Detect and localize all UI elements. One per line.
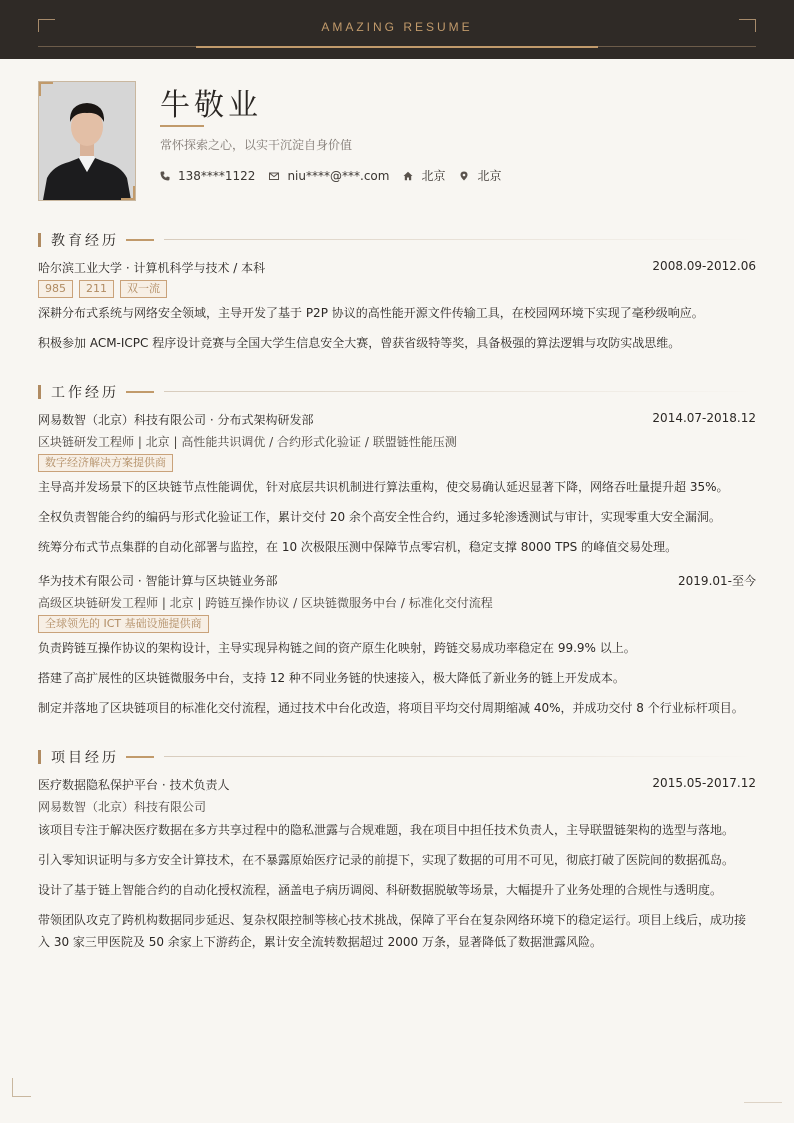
project-item: 该项目专注于解决医疗数据在多方共享过程中的隐私泄露与合规难题，我在项目中担任技术负责人，主导联盟链架构的选型与落地。 xyxy=(38,823,735,837)
work-item: 制定并落地了区块链项目的标准化交付流程，通过技术中台化改造，将项目平均交付周期缩减 40%，并成功交付 8 个行业标杆项目。 xyxy=(38,701,744,715)
education-date: 2008.09-2012.06 xyxy=(652,259,756,273)
education-tag: 双一流 xyxy=(120,280,167,298)
name-underline xyxy=(160,125,204,127)
work-subtitle: 高级区块链研发工程师 | 北京 | 跨链互操作协议 / 区块链微服务中台 / 标准化交付流程 xyxy=(38,596,493,610)
email-contact xyxy=(269,169,389,183)
work-tags xyxy=(38,615,215,633)
work-title: 网易数智（北京）科技有限公司 · 分布式架构研发部 xyxy=(38,413,314,427)
work-date: 2014.07-2018.12 xyxy=(652,411,756,425)
work-item: 全权负责智能合约的编码与形式化验证工作，累计交付 20 余个高安全性合约，通过多轮渗透测试与审计，实现零重大安全漏洞。 xyxy=(38,510,721,524)
education-tag: 985 xyxy=(38,280,73,298)
contact-info xyxy=(160,167,515,184)
footer-rule xyxy=(744,1102,782,1103)
project-item: 带领团队攻克了跨机构数据同步延迟、复杂权限控制等核心技术挑战，保障了平台在复杂网络环境下的稳定运行。项目上线后，成功接入 30 家三甲医院及 50 余家上下游药企，累计安全流转数据超过 2000 万条，显著降低了数据泄露风险。 xyxy=(38,913,747,949)
section-marker xyxy=(38,233,41,247)
section-divider xyxy=(164,756,756,757)
project-item: 引入零知识证明与多方安全计算技术，在不暴露原始医疗记录的前提下，实现了数据的可用不可见，彻底打破了医院间的数据孤岛。 xyxy=(38,853,735,867)
mail-icon xyxy=(269,171,279,181)
location-city: 北京 xyxy=(477,169,502,183)
photo-corner-accent xyxy=(121,186,135,200)
section-education-header xyxy=(38,230,756,250)
location-pin-icon xyxy=(459,171,469,181)
motto: 常怀探索之心，以实干沉淀自身价值 xyxy=(160,138,353,152)
footer-corner-ornament xyxy=(12,1078,31,1097)
project-title: 医疗数据隐私保护平台 · 技术负责人 xyxy=(38,778,230,792)
home-contact xyxy=(403,167,445,184)
phone-icon xyxy=(160,171,170,181)
section-marker xyxy=(38,385,41,399)
section-divider xyxy=(164,239,756,240)
section-work-header xyxy=(38,382,756,402)
project-entry-header xyxy=(38,776,756,793)
work-title: 华为技术有限公司 · 智能计算与区块链业务部 xyxy=(38,574,278,588)
photo-corner-accent xyxy=(39,82,53,96)
section-title: 工作经历 xyxy=(51,385,119,401)
email-address: niu****@***.com xyxy=(287,168,390,183)
location-contact xyxy=(459,167,501,184)
education-item: 深耕分布式系统与网络安全领域，主导开发了基于 P2P 协议的高性能开源文件传输工具，在校园网环境下实现了毫秒级响应。 xyxy=(38,306,704,320)
section-divider xyxy=(164,391,756,392)
section-accent-line xyxy=(126,756,154,758)
portrait-image xyxy=(39,82,135,200)
education-tag: 211 xyxy=(79,280,114,298)
phone-number: 138****1122 xyxy=(178,168,256,183)
section-accent-line xyxy=(126,391,154,393)
project-date: 2015.05-2017.12 xyxy=(652,776,756,790)
work-tag: 数字经济解决方案提供商 xyxy=(38,454,173,472)
section-project-header xyxy=(38,747,756,767)
work-entry-header xyxy=(38,411,756,428)
project-item: 设计了基于链上智能合约的自动化授权流程，涵盖电子病历调阅、科研数据脱敏等场景，大幅提升了业务处理的合规性与透明度。 xyxy=(38,883,723,897)
section-marker xyxy=(38,750,41,764)
work-tag: 全球领先的 ICT 基础设施提供商 xyxy=(38,615,209,633)
work-item: 主导高并发场景下的区块链节点性能调优，针对底层共识机制进行算法重构，使交易确认延迟显著下降，网络吞吐量提升超 35%。 xyxy=(38,480,729,494)
education-item: 积极参加 ACM-ICPC 程序设计竞赛与全国大学生信息安全大赛，曾获省级特等奖，具备极强的算法逻辑与攻防实战思维。 xyxy=(38,336,681,350)
corner-ornament-right xyxy=(739,19,756,32)
section-title: 教育经历 xyxy=(51,233,119,249)
candidate-name: 牛敬业 xyxy=(160,88,262,123)
work-entry-header xyxy=(38,572,756,589)
header-title: AMAZING RESUME xyxy=(321,20,473,34)
work-item: 负责跨链互操作协议的架构设计，主导实现异构链之间的资产原生化映射，跨链交易成功率稳定在 99.9% 以上。 xyxy=(38,641,636,655)
work-tags xyxy=(38,454,179,472)
education-title: 哈尔滨工业大学 · 计算机科学与技术 / 本科 xyxy=(38,261,266,275)
project-company: 网易数智（北京）科技有限公司 xyxy=(38,800,207,814)
home-icon xyxy=(403,171,413,181)
section-title: 项目经历 xyxy=(51,750,119,766)
resume-header xyxy=(0,0,794,59)
work-item: 搭建了高扩展性的区块链微服务中台，支持 12 种不同业务链的快速接入，极大降低了新业务的链上开发成本。 xyxy=(38,671,625,685)
work-subtitle: 区块链研发工程师 | 北京 | 高性能共识调优 / 合约形式化验证 / 联盟链性能压测 xyxy=(38,435,457,449)
work-date: 2019.01-至今 xyxy=(678,574,756,588)
education-entry-header xyxy=(38,259,756,276)
phone-contact xyxy=(160,169,255,183)
profile-photo xyxy=(38,81,136,201)
home-city: 北京 xyxy=(421,169,446,183)
header-divider-accent xyxy=(196,46,598,48)
work-item: 统筹分布式节点集群的自动化部署与监控，在 10 次极限压测中保障节点零宕机，稳定支撑 8000 TPS 的峰值交易处理。 xyxy=(38,540,678,554)
section-accent-line xyxy=(126,239,154,241)
education-tags xyxy=(38,280,173,298)
